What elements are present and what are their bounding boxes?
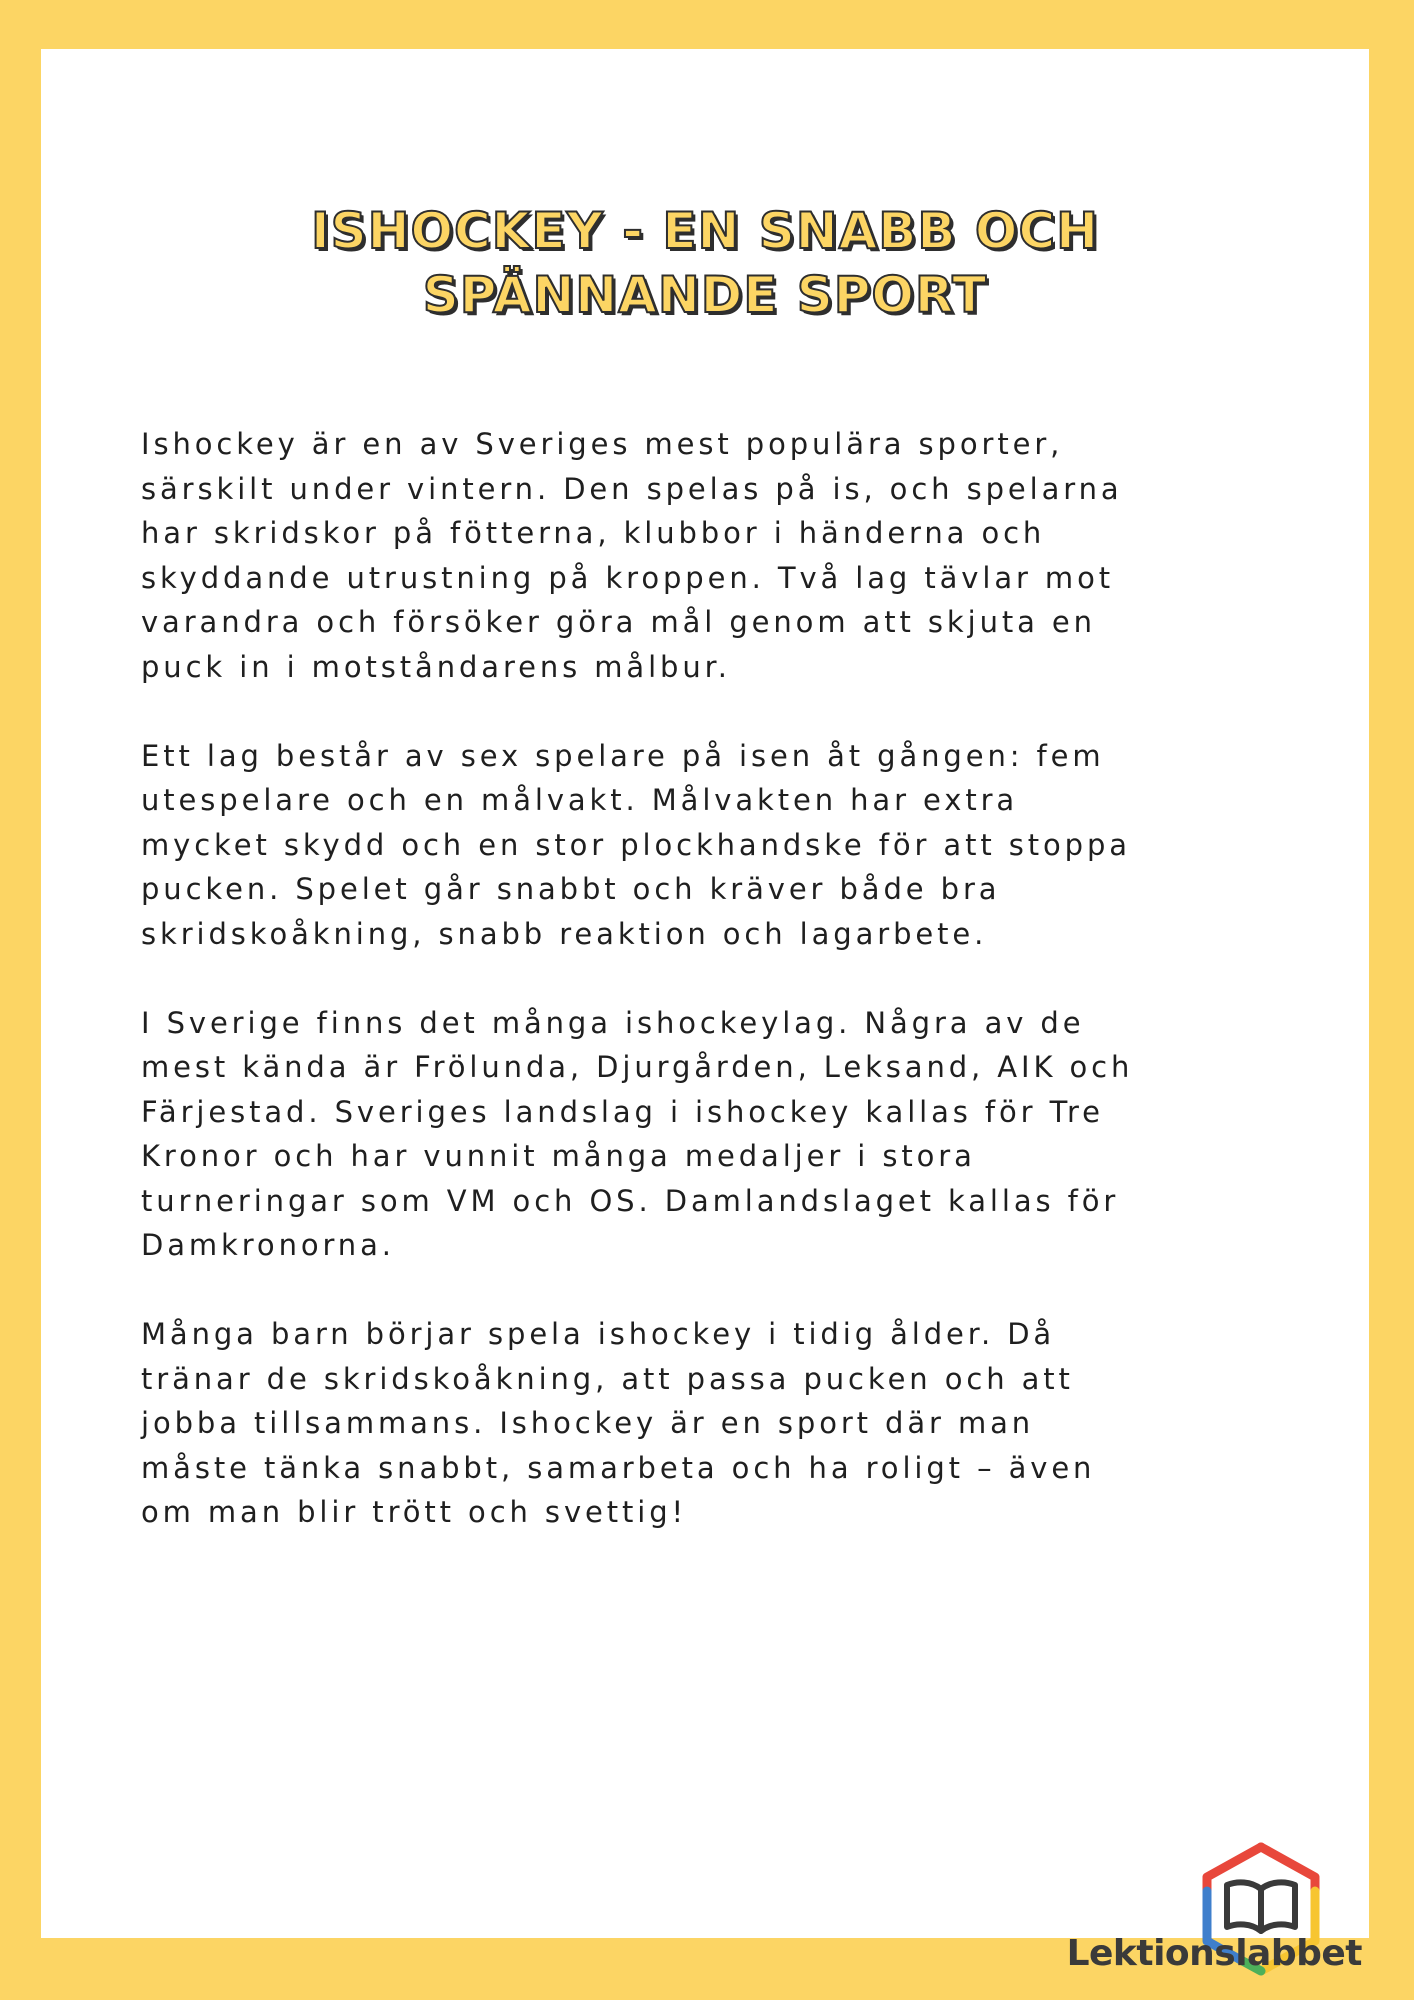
worksheet-page — [41, 49, 1369, 1938]
page-title — [41, 199, 1369, 327]
paragraph-4: Många barn börjar spela ishockey i tidig ålder. Då tränar de skridskoåkning, att passa pucken och att jobba tillsammans. Ishockey är en sport där man måste tänka snabbt, samarbeta och ha roligt – även om man blir trött och svettig! — [141, 1317, 1096, 1529]
title-line-1: ISHOCKEY - EN SNABB OCH — [311, 202, 1099, 260]
paragraph-1: Ishockey är en av Sveriges mest populära sporter, särskilt under vintern. Den spelas på is, och spelarna har skridskor på fötterna, klubbor i händerna och skyddande utrustning på kroppen. Två lag tävlar mot varandra och försöker göra mål genom att skjuta en puck in i motståndarens målbur. — [141, 427, 1123, 684]
brand-name: Lektionslabbet — [1066, 1933, 1362, 1974]
article-body — [141, 422, 1291, 1579]
paragraph-2: Ett lag består av sex spelare på isen åt gången: fem utespelare och en målvakt. Målvakten har extra mycket skydd och en stor plockhandske för att stoppa pucken. Spelet går snabbt och kräver både bra skridskoåkning, snabb reaktion och lagarbete. — [141, 738, 1131, 951]
paragraph-3: I Sverige finns det många ishockeylag. Några av de mest kända är Frölunda, Djurgården, Leksand, AIK och Färjestad. Sveriges landslag i ishockey kallas för Tre Kronor och har vunnit många medaljer i stora turneringar som VM och OS. Damlandslaget kallas för Damkronorna. — [141, 1005, 1134, 1262]
title-line-2: SPÄNNANDE SPORT — [422, 266, 988, 324]
